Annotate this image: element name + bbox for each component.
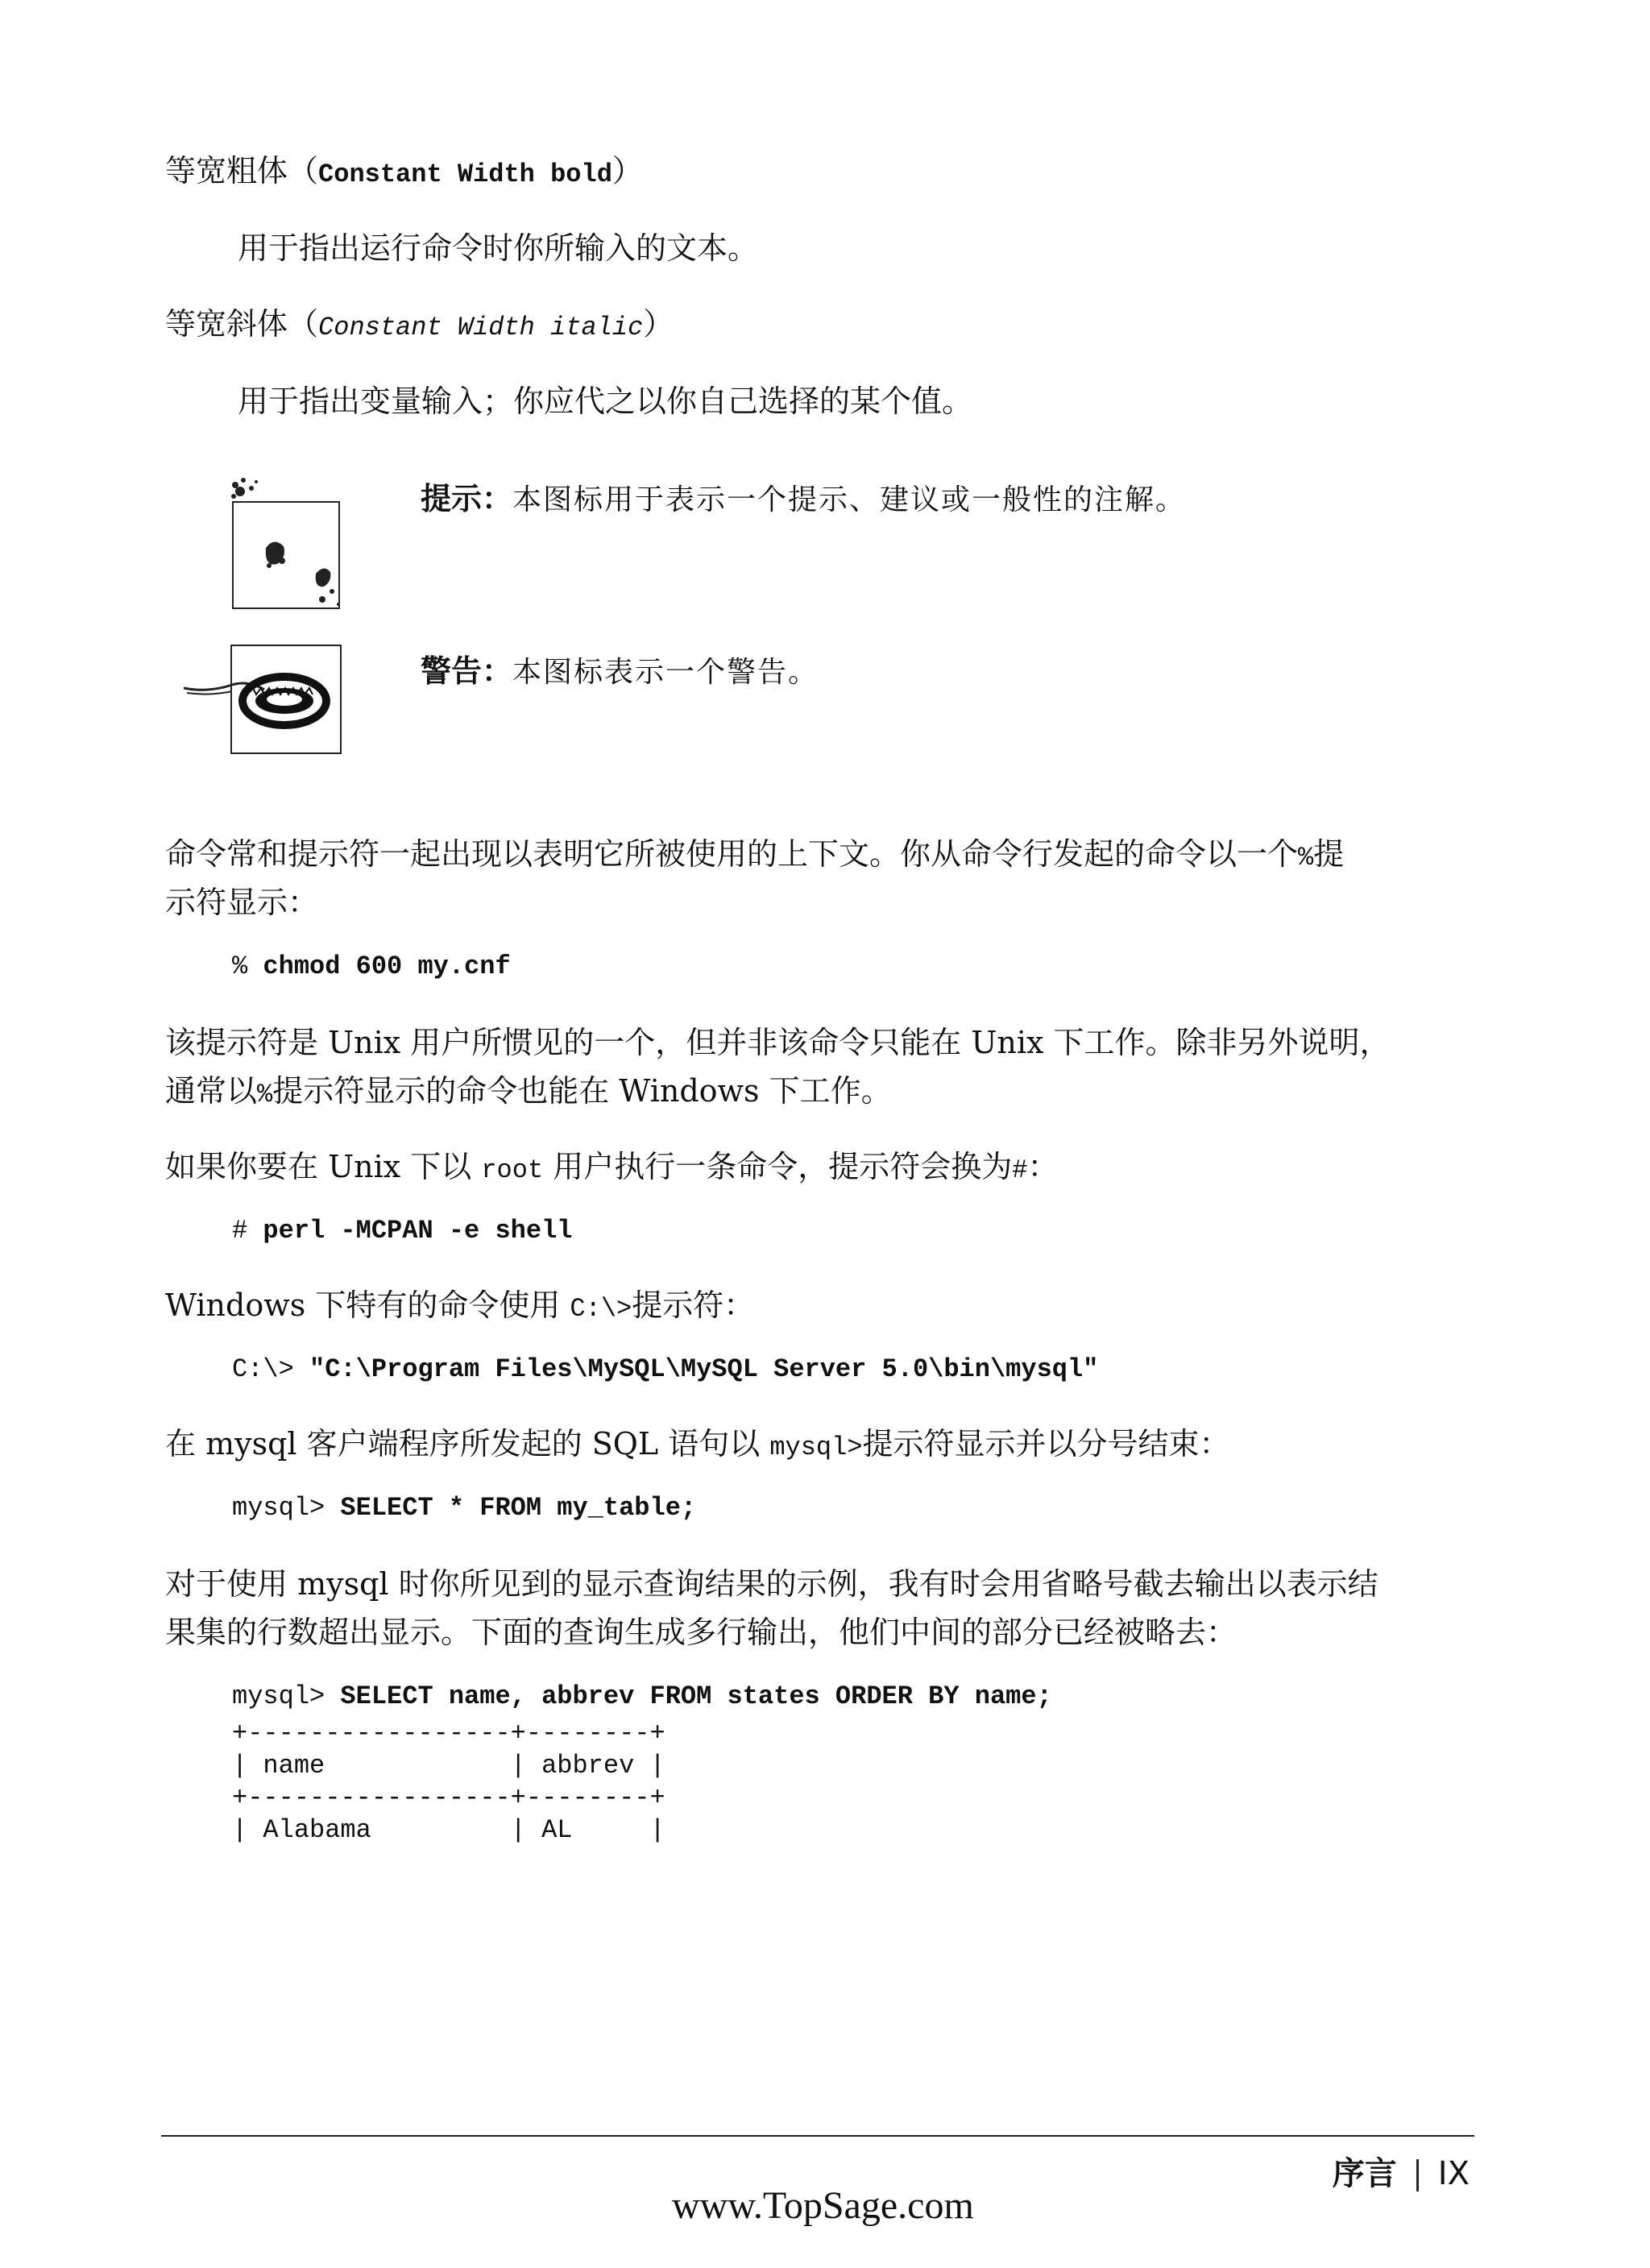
tip-label: 提示： (421, 481, 513, 516)
text: 命令常和提示符一起出现以表明它所被使用的上下文。你从命令行发起的命令以一个 (165, 836, 1299, 872)
paragraph-4 (165, 1281, 754, 1333)
warning-label: 警告： (421, 653, 513, 689)
text: 通常以 (165, 1073, 258, 1109)
text: 提示符： (632, 1287, 755, 1323)
paragraph-6-line-1: 对于使用 mysql 时你所见到的显示查询结果的示例，我有时会用省略号截去输出以表示结 (165, 1566, 1378, 1602)
tip-note (421, 474, 1186, 518)
def-bold-term-code: Constant Width bold (318, 160, 612, 189)
footer-section: 序言 (1332, 2155, 1397, 2192)
code-select-my-table (232, 1492, 696, 1524)
tip-icon (232, 501, 340, 609)
def-bold-desc: 用于指出运行命令时你所输入的文本。 (238, 230, 759, 266)
code-windows-mysql (232, 1354, 1098, 1386)
prompt: mysql> (232, 1681, 341, 1711)
text: 用户执行一条命令，提示符会换为 (543, 1149, 1013, 1184)
code-perl (232, 1215, 572, 1247)
prompt: mysql> (232, 1493, 341, 1523)
inline-code: C:\> (570, 1294, 632, 1324)
text: 提示符显示并以分号结束： (862, 1426, 1230, 1462)
paragraph-3 (165, 1142, 1058, 1195)
text: ： (1027, 1149, 1059, 1184)
command: chmod 600 my.cnf (263, 952, 511, 981)
inline-code: % (1298, 843, 1314, 873)
paragraph-1-line-1 (165, 830, 1344, 882)
warning-text: 本图标表示一个警告。 (512, 656, 819, 689)
table-border-top: +-----------------+--------+ (232, 1719, 665, 1748)
result-table (232, 1718, 665, 1847)
footer-page-number: IX (1437, 2155, 1470, 2192)
def-bold-term (165, 147, 643, 199)
command: SELECT name, abbrev FROM states ORDER BY name; (340, 1681, 1052, 1711)
code-select-states (232, 1681, 1052, 1713)
warning-box (230, 645, 342, 754)
command: "C:\Program Files\MySQL\MySQL Server 5.0\bin\mysql" (309, 1354, 1099, 1384)
command: perl -MCPAN -e shell (263, 1216, 573, 1246)
tip-icon-graphic (219, 471, 380, 624)
paren-open: （ (288, 306, 319, 342)
def-italic-term-code: Constant Width italic (318, 313, 644, 342)
def-italic-term-cn: 等宽斜体 (165, 306, 288, 342)
tip-text: 本图标用于表示一个提示、建议或一般性的注解。 (512, 483, 1187, 516)
def-bold-term-cn: 等宽粗体 (165, 153, 288, 189)
inline-code: # (1012, 1155, 1028, 1185)
footer-rule (161, 2135, 1474, 2137)
table-row: | Alabama | AL | (232, 1815, 665, 1845)
paren-open: （ (288, 153, 319, 189)
warning-note (421, 646, 819, 690)
warning-trap-icon (176, 646, 353, 753)
text: 提示符显示的命令也能在 Windows 下工作。 (272, 1073, 892, 1109)
inline-code: mysql> (769, 1433, 863, 1462)
paragraph-6-line-2: 果集的行数超出显示。下面的查询生成多行输出，他们中间的部分已经被略去： (165, 1615, 1238, 1650)
text: 如果你要在 Unix 下以 (165, 1149, 482, 1184)
text: 在 mysql 客户端程序所发起的 SQL 语句以 (165, 1426, 770, 1462)
command: SELECT * FROM my_table; (340, 1493, 697, 1523)
paragraph-1-line-2: 示符显示： (165, 885, 319, 920)
footer-divider (1416, 2159, 1419, 2191)
footer-url: www.TopSage.com (672, 2184, 974, 2227)
paragraph-2-line-2 (165, 1067, 892, 1119)
text: Windows 下特有的命令使用 (165, 1287, 570, 1323)
prompt: # (232, 1216, 263, 1246)
code-chmod (232, 951, 511, 983)
paren-close: ） (643, 306, 674, 342)
def-italic-desc: 用于指出变量输入；你应代之以你自己选择的某个值。 (238, 384, 973, 419)
paren-close: ） (611, 153, 643, 189)
prompt: C:\> (232, 1354, 310, 1384)
inline-code: % (257, 1080, 273, 1109)
paragraph-5 (165, 1420, 1230, 1472)
def-italic-term (165, 300, 674, 352)
text: 提 (1313, 836, 1345, 872)
table-header-row: | name | abbrev | (232, 1751, 665, 1781)
prompt: % (232, 952, 263, 981)
inline-code: root (481, 1155, 544, 1185)
table-border-mid: +-----------------+--------+ (232, 1783, 665, 1813)
paragraph-2-line-1: 该提示符是 Unix 用户所惯见的一个，但并非该命令只能在 Unix 下工作。除非另外说明， (165, 1025, 1391, 1060)
running-footer (1333, 2148, 1470, 2194)
